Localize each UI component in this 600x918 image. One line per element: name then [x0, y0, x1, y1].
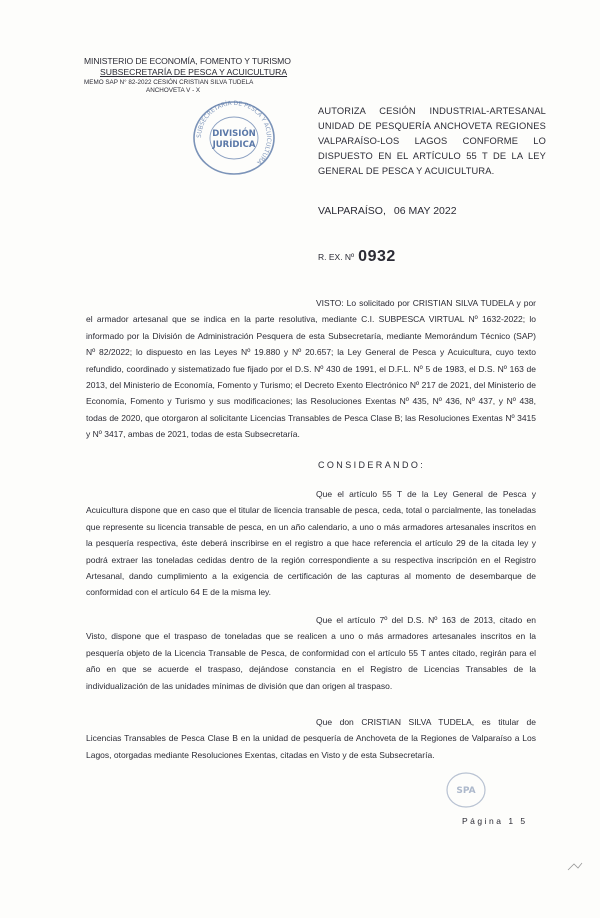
stamp-line1: DIVISIÓN: [212, 129, 256, 139]
date: 06 MAY 2022: [393, 205, 457, 217]
place: VALPARAÍSO,: [318, 205, 386, 217]
scan-mark-icon: [566, 860, 584, 874]
resolution-title: AUTORIZA CESIÓN INDUSTRIAL-ARTESANAL UNIDAD DE PESQUERÍA ANCHOVETA REGIONES VALPARAÍSO-LOS LAGOS CONFORME LO DISPUESTO EN EL ARTÍCULO 55 T DE LA LEY GENERAL DE PESCA Y ACUICULTURA.: [318, 106, 546, 176]
dateline: [318, 205, 457, 217]
stamp-line2: JURÍDICA: [212, 140, 256, 150]
considerando-paragraph-3: Que don CRISTIAN SILVA TUDELA, es titular de Licencias Transables de Pesca Clase B en la unidad de pesquería de Anchoveta de la Regiones de Valparaíso a Los Lagos, otorgadas mediante Resoluciones Exentas, citadas en Visto y de esta Subsecretaría.: [86, 717, 536, 760]
page-number: Página 1 5: [462, 816, 528, 826]
seal-text: SPA: [456, 786, 476, 796]
ministry-name: MINISTERIO DE ECONOMÍA, FOMENTO Y TURISMO: [84, 56, 291, 66]
letterhead: [84, 56, 294, 95]
stamp-ring-text: SUBSECRETARÍA DE PESCA Y ACUICULTURA: [195, 99, 273, 166]
visto-paragraph: VISTO: Lo solicitado por CRISTIAN SILVA TUDELA y por el armador artesanal que se indica en la parte resolutiva, mediante C.I. SUBPESCA VIRTUAL Nº 1632-2022; lo informado por la División de Administración Pesquera de esta Subsecretaría, mediante Memorándum Técnico (SAP) Nº 82/2022; lo dispuesto en las Leyes Nº 19.880 y Nº 20.657; la Ley General de Pesca y Acuicultura, cuyo texto refundido, coordinado y sistematizado fue fijado por el D.S. Nº 430 de 1991, el D.F.L. Nº 5 de 1983, el D.S. Nº 163 de 2013, del Ministerio de Economía, Fomento y Turismo; el Decreto Exento Electrónico Nº 217 de 2021, del Ministerio de Economía, Fomento y Turismo y sus modificaciones; las Resoluciones Exentas Nº 435, Nº 436, Nº 437, y Nº 438, todas de 2020, que otorgaron al solicitante Licencias Transables de Pesca Clase B; las Resoluciones Exentas Nº 3415 y Nº 3417, ambas de 2021, todas de esta Subsecretaría.: [86, 298, 536, 440]
memo-reference-2: ANCHOVETA V - X: [146, 87, 201, 94]
considerando-heading: CONSIDERANDO:: [318, 460, 426, 470]
subsecretaria-name: SUBSECRETARÍA DE PESCA Y ACUICULTURA: [100, 67, 288, 77]
resolution-number: [318, 248, 396, 266]
resolution-label: R. EX. Nº: [318, 252, 355, 262]
division-juridica-stamp: [186, 96, 282, 180]
memo-reference: MEMO SAP N° 82-2022 CESIÓN CRISTIAN SILVA TUDELA: [84, 79, 254, 86]
initials-seal: [444, 770, 488, 810]
considerando-paragraph-2: Que el artículo 7º del D.S. Nº 163 de 2013, citado en Visto, dispone que el traspaso de toneladas que se realicen a uno o más armadores artesanales inscritos en la pesquería objeto de la Licencia Transable de Pesca, de conformidad con el artículo 55 T antes citado, regirán para el año en que se acuerde el traspaso, dejándose constancia en el Registro de Licencias Transables de la individualización de las unidades mínimas de división que dan origen al traspaso.: [86, 615, 536, 691]
considerando-paragraph-1: Que el artículo 55 T de la Ley General de Pesca y Acuicultura dispone que en caso que el titular de licencia transable de pesca, ceda, total o parcialmente, las toneladas que represente su licencia transable de pesca, en un año calendario, a uno o más armadores artesanales inscritos en la pesquería respectiva, éste deberá inscribirse en el registro a que hace referencia el artículo 29 de la citada ley y podrá extraer las toneladas cedidas dentro de la región correspondiente a su respectiva inscripción en el Registro Artesanal, dando cumplimiento a la exigencia de certificación de las capturas al momento de desembarque de conformidad con el artículo 64 E de la misma ley.: [86, 489, 536, 598]
resolution-value: 0932: [358, 248, 396, 265]
